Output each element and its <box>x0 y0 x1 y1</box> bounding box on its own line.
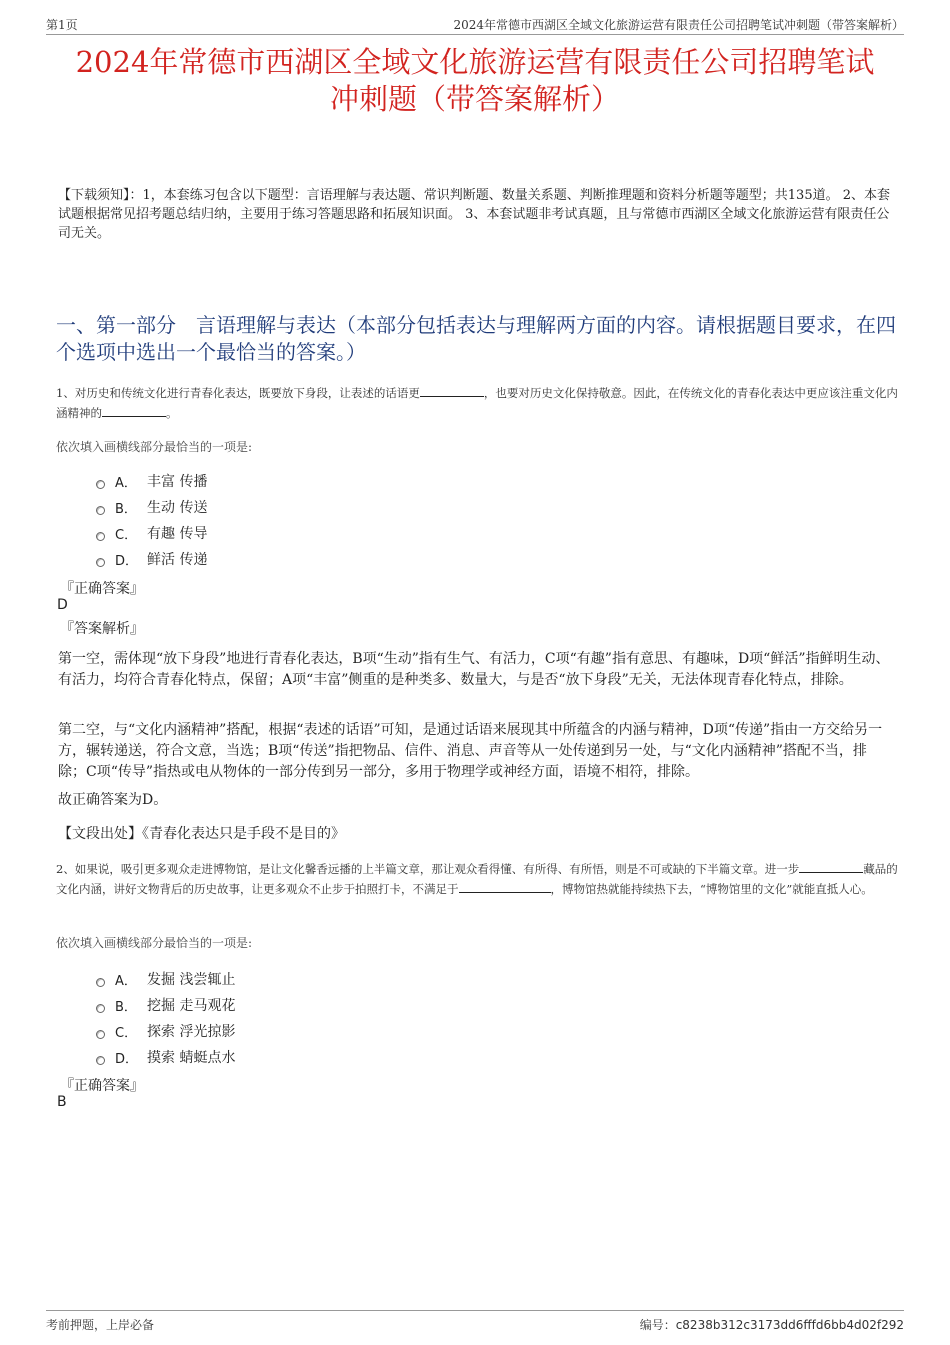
correct-answer-label: 『正确答案』 <box>60 581 144 597</box>
question-text: 藏品的文化内涵，讲好文物背后的历史故事，让更多观众不止步于拍照打卡，不满足于 <box>56 862 898 896</box>
download-notice: 【下载须知】：1，本套练习包含以下题型：言语理解与表达题、常识判断题、数量关系题、判断推理题和资料分析题等题型；共135道。 2、本套试题根据常见招考题总结归纳，主要用于练习答题思路和拓展知识面。 3、本套试题非考试真题，且与常德市西湖区全域文化旅游运营有限责任公司无关。 <box>58 188 890 241</box>
option-a[interactable] <box>96 966 235 992</box>
question-1-stem <box>56 383 900 423</box>
question-text: 。 <box>166 406 178 420</box>
option-letter: C． <box>115 527 138 543</box>
radio-icon[interactable] <box>96 506 105 515</box>
option-d[interactable] <box>96 1044 235 1070</box>
question-2-options <box>96 966 235 1070</box>
option-letter: C． <box>115 1025 138 1041</box>
option-text: 探索 浮光掠影 <box>147 1024 236 1040</box>
question-text: ，也要对历史文化保持敬意。因此，在传统文化的青春化表达中更应该注重文化内涵精神的 <box>56 386 898 420</box>
option-b[interactable] <box>96 494 207 520</box>
page-footer <box>46 1310 904 1337</box>
code-label: 编号： <box>639 1318 676 1332</box>
option-letter: A． <box>115 475 137 491</box>
question-1-options <box>96 468 207 572</box>
option-c[interactable] <box>96 1018 235 1044</box>
radio-icon[interactable] <box>96 532 105 541</box>
option-letter: B． <box>115 501 137 517</box>
option-letter: A． <box>115 973 137 989</box>
question-text: ，博物馆热就能持续热下去，“博物馆里的文化”就能直抵人心。 <box>550 882 873 896</box>
option-letter: D． <box>115 553 139 569</box>
analysis-conclusion: 故正确答案为D。 <box>58 792 168 808</box>
fill-blank <box>102 403 166 417</box>
code-value: c8238b312c3173dd6fffd6bb4d02f292 <box>675 1318 904 1332</box>
section-title: 一、第一部分 言语理解与表达（本部分包括表达与理解两方面的内容。请根据题目要求，在四个选项中选出一个最恰当的答案。） <box>56 313 896 364</box>
question-2-stem <box>56 859 900 899</box>
radio-icon[interactable] <box>96 1004 105 1013</box>
option-c[interactable] <box>96 520 207 546</box>
correct-answer: D <box>57 597 68 613</box>
fill-blank <box>799 859 863 873</box>
option-b[interactable] <box>96 992 235 1018</box>
option-text: 丰富 传播 <box>147 474 208 490</box>
footer-code <box>640 1316 904 1333</box>
title-line-1: 2024年常德市西湖区全域文化旅游运营有限责任公司招聘笔试 <box>75 45 875 79</box>
option-text: 生动 传送 <box>147 500 208 516</box>
correct-answer-label: 『正确答案』 <box>60 1078 144 1094</box>
fill-blank <box>459 879 551 893</box>
radio-icon[interactable] <box>96 978 105 987</box>
option-text: 发掘 浅尝辄止 <box>147 972 236 988</box>
option-a[interactable] <box>96 468 207 494</box>
question-text: 2、如果说，吸引更多观众走进博物馆，是让文化馨香远播的上半篇文章，那让观众看得懂、有所得、有所悟，则是不可或缺的下半篇文章。进一步 <box>56 862 800 876</box>
question-text: 1、对历史和传统文化进行青春化表达，既要放下身段，让表述的话语更 <box>56 386 420 400</box>
header-doc-title: 2024年常德市西湖区全域文化旅游运营有限责任公司招聘笔试冲刺题（带答案解析） <box>453 18 904 32</box>
source-reference: 【文段出处】《青春化表达只是手段不是目的》 <box>58 826 345 842</box>
analysis-paragraph-2: 第二空，与“文化内涵精神”搭配，根据“表述的话语”可知，是通过话语来展现其中所蕴含的内涵与精神，D项“传递”指由一方交给另一方，辗转递送，符合文意，当选；B项“传送”指把物品、信件、消息、声音等从一处传递到另一处，与“文化内涵精神”搭配不当，排除；C项“传导”指热或电从物体的一部分传到另一部分，多用于物理学或神经方面，语境不相符，排除。 <box>58 722 883 780</box>
option-letter: D． <box>115 1051 139 1067</box>
option-text: 挖掘 走马观花 <box>147 998 236 1014</box>
fill-blank <box>420 383 484 397</box>
analysis-paragraph-1: 第一空，需体现“放下身段”地进行青春化表达，B项“生动”指有生气、有活力，C项“有趣”指有意思、有趣味，D项“鲜活”指鲜明生动、有活力，均符合青春化特点，保留；A项“丰富”侧重的是种类多、数量大，与是否“放下身段”无关，无法体现青春化特点，排除。 <box>58 651 890 688</box>
radio-icon[interactable] <box>96 1056 105 1065</box>
question-1-instruction: 依次填入画横线部分最恰当的一项是: <box>56 440 253 454</box>
option-text: 鲜活 传递 <box>147 552 208 568</box>
radio-icon[interactable] <box>96 558 105 567</box>
page-number: 第1页 <box>46 18 78 32</box>
radio-icon[interactable] <box>96 480 105 489</box>
question-2-instruction: 依次填入画横线部分最恰当的一项是: <box>56 936 253 950</box>
correct-answer: B <box>57 1094 67 1110</box>
page-title <box>40 44 910 118</box>
option-text: 摸索 蜻蜓点水 <box>147 1050 236 1066</box>
footer-slogan: 考前押题，上岸必备 <box>46 1318 155 1332</box>
option-d[interactable] <box>96 546 207 572</box>
title-line-2: 冲刺题（带答案解析） <box>329 82 620 116</box>
radio-icon[interactable] <box>96 1030 105 1039</box>
analysis-label: 『答案解析』 <box>60 621 144 637</box>
page-header <box>46 14 904 35</box>
option-letter: B． <box>115 999 137 1015</box>
option-text: 有趣 传导 <box>147 526 208 542</box>
